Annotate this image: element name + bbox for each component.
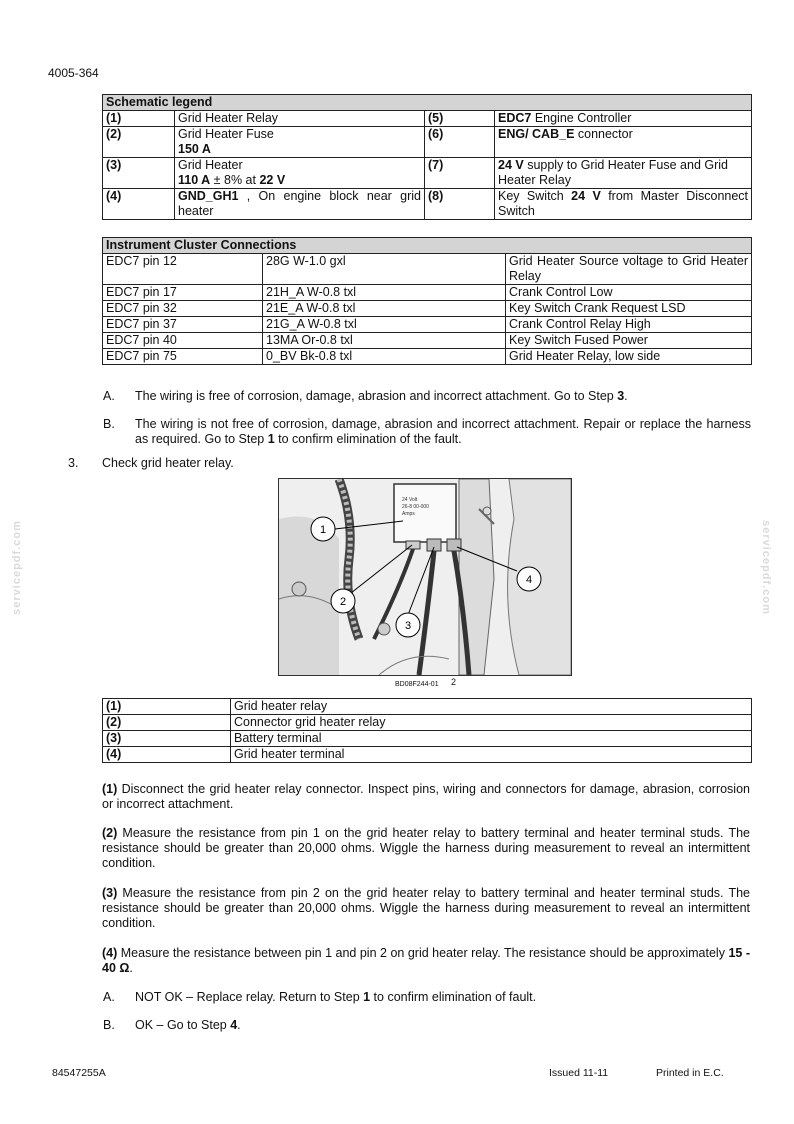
svg-text:24 Volt: 24 Volt: [402, 497, 418, 503]
watermark-right: servicepdf.com: [759, 520, 772, 615]
table-row: EDC7 pin 12 28G W-1.0 gxl Grid Heater Source voltage to Grid Heater Relay: [103, 254, 752, 285]
table-row: (2) Connector grid heater relay: [103, 715, 752, 731]
legend-desc: Grid Heater 110 A ± 8% at 22 V: [175, 158, 425, 189]
legend-row: [103, 127, 752, 158]
callout-label: 3: [404, 620, 412, 632]
table-row: EDC7 pin 17 21H_A W-0.8 txl Crank Control Low: [103, 285, 752, 301]
instruction-3: (3) Measure the resistance from pin 2 on the grid heater relay to battery terminal and heater terminal studs. The resistance should be greater than 20,000 ohms. Wiggle the harness during measurement to reveal an intermittent condition.: [102, 886, 750, 930]
legend-row: [103, 111, 752, 127]
footer-printed: Printed in E.C.: [656, 1067, 724, 1079]
callout-label: 2: [339, 596, 347, 608]
grid-heater-relay-figure: [278, 478, 572, 676]
table-row: (1) Grid heater relay: [103, 699, 752, 715]
legend-desc: ENG/ CAB_E connector: [495, 127, 752, 158]
legend-number: (4): [103, 189, 175, 220]
table-row: EDC7 pin 37 21G_A W-0.8 txl Crank Control Relay High: [103, 317, 752, 333]
table-row: EDC7 pin 32 21E_A W-0.8 txl Key Switch Crank Request LSD: [103, 301, 752, 317]
instruction-1: (1) Disconnect the grid heater relay connector. Inspect pins, wiring and connectors for damage, abrasion, corrosion or incorrect attachment.: [102, 782, 750, 811]
legend-desc: EDC7 Engine Controller: [495, 111, 752, 127]
legend-desc: Key Switch 24 V from Master Disconnect Switch: [495, 189, 752, 220]
legend-number: (8): [425, 189, 495, 220]
footer-issued: Issued 11-11: [549, 1067, 609, 1079]
legend-row: [103, 189, 752, 220]
legend-number: (5): [425, 111, 495, 127]
table-row: EDC7 pin 75 0_BV Bk-0.8 txl Grid Heater Relay, low side: [103, 349, 752, 365]
table-row: EDC7 pin 40 13MA Or-0.8 txl Key Switch Fused Power: [103, 333, 752, 349]
table-row: (4) Grid heater terminal: [103, 747, 752, 763]
legend-number: (3): [103, 158, 175, 189]
grid-heater-relay-illustration: [279, 479, 571, 675]
page-number: 4005-364: [48, 66, 99, 80]
instrument-cluster-table: [102, 237, 752, 365]
legend-number: (7): [425, 158, 495, 189]
figure-code: BD08F244-01: [395, 681, 439, 688]
watermark-left: servicepdf.com: [10, 520, 23, 615]
figure-legend-table: [102, 698, 752, 763]
footer-doc-number: 84547255A: [52, 1067, 106, 1079]
schematic-legend-table: [102, 94, 752, 220]
legend-row: [103, 158, 752, 189]
callout-label: 4: [525, 574, 533, 586]
legend-desc: 24 V supply to Grid Heater Fuse and Grid Heater Relay: [495, 158, 752, 189]
figure-number: 2: [451, 677, 457, 687]
legend-number: (6): [425, 127, 495, 158]
legend-desc: Grid Heater Fuse 150 A: [175, 127, 425, 158]
legend-number: (1): [103, 111, 175, 127]
instruction-2: (2) Measure the resistance from pin 1 on the grid heater relay to battery terminal and heater terminal studs. The resistance should be greater than 20,000 ohms. Wiggle the harness during measurement to reveal an intermittent condition.: [102, 826, 750, 870]
instruction-4: (4) Measure the resistance between pin 1 and pin 2 on grid heater relay. The resistance should be approximately 15 - 40 Ω.: [102, 946, 751, 975]
legend-desc: GND_GH1 , On engine block near grid heater: [175, 189, 425, 220]
table-row: (3) Battery terminal: [103, 731, 752, 747]
callout-label: 1: [319, 524, 327, 536]
legend-desc: Grid Heater Relay: [175, 111, 425, 127]
instrument-cluster-title: Instrument Cluster Connections: [103, 238, 752, 254]
svg-text:Amps: Amps: [402, 511, 415, 517]
svg-text:26-8 00-000: 26-8 00-000: [402, 504, 429, 510]
legend-number: (2): [103, 127, 175, 158]
schematic-legend-title: Schematic legend: [103, 95, 752, 111]
